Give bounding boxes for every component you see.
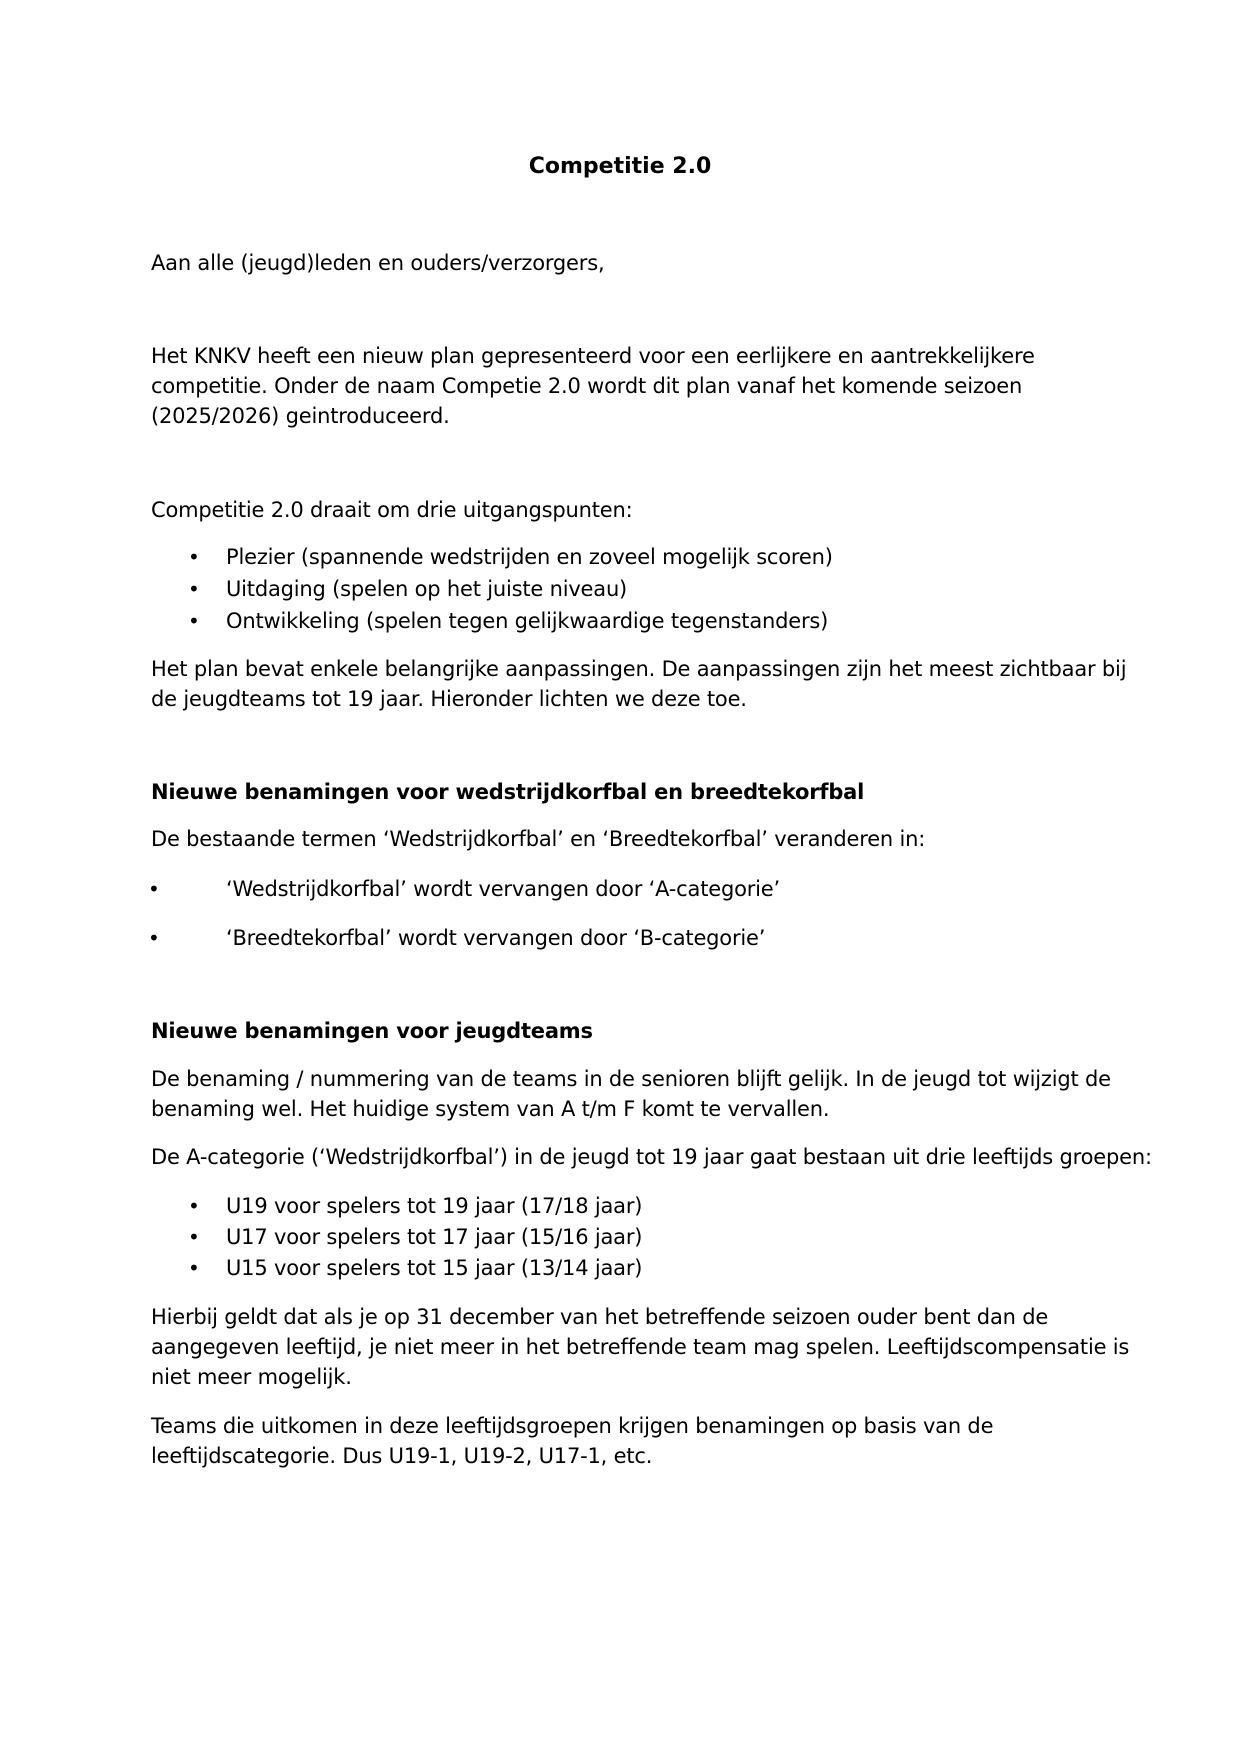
- category-item: ‘Wedstrijdkorfbal’ wordt vervangen door ‘A-categorie’: [226, 877, 780, 901]
- bullet-marker: •: [188, 545, 200, 569]
- intro-line-2: competitie. Onder de naam Competie 2.0 wordt dit plan vanaf het komende seizoen: [151, 374, 1023, 398]
- section1-intro: De bestaande termen ‘Wedstrijdkorfbal’ en ‘Breedtekorfbal’ veranderen in:: [151, 827, 926, 851]
- section2-para2: De A-categorie (‘Wedstrijdkorfbal’) in de jeugd tot 19 jaar gaat bestaan uit drie leeftijds groepen:: [151, 1145, 1152, 1169]
- greeting: Aan alle (jeugd)leden en ouders/verzorgers,: [151, 251, 605, 275]
- principle-item: Uitdaging (spelen op het juiste niveau): [226, 577, 628, 601]
- bullet-marker: •: [188, 1256, 200, 1280]
- intro-line-1: Het KNKV heeft een nieuw plan gepresenteerd voor een eerlijkere en aantrekkelijkere: [151, 344, 1035, 368]
- section2-heading: Nieuwe benamingen voor jeugdteams: [151, 1019, 593, 1043]
- section1-heading: Nieuwe benamingen voor wedstrijdkorfbal en breedtekorfbal: [151, 780, 865, 804]
- bullet-marker: •: [188, 609, 200, 633]
- age-group-item: U19 voor spelers tot 19 jaar (17/18 jaar): [226, 1194, 643, 1218]
- section2-para4-line-1: Teams die uitkomen in deze leeftijdsgroepen krijgen benamingen op basis van de: [151, 1414, 994, 1438]
- age-group-item: U15 voor spelers tot 15 jaar (13/14 jaar): [226, 1256, 643, 1280]
- changes-line-1: Het plan bevat enkele belangrijke aanpassingen. De aanpassingen zijn het meest zichtbaar bij: [151, 657, 1127, 681]
- changes-line-2: de jeugdteams tot 19 jaar. Hieronder lichten we deze toe.: [151, 687, 747, 711]
- category-item: ‘Breedtekorfbal’ wordt vervangen door ‘B-categorie’: [226, 926, 766, 950]
- principle-item: Ontwikkeling (spelen tegen gelijkwaardige tegenstanders): [226, 609, 829, 633]
- bullet-marker: •: [188, 577, 200, 601]
- section2-para3-line-2: aangegeven leeftijd, je niet meer in het betreffende team mag spelen. Leeftijdscompensatie is: [151, 1335, 1130, 1359]
- section2-para3-line-3: niet meer mogelijk.: [151, 1365, 352, 1389]
- section2-para1-line-1: De benaming / nummering van de teams in de senioren blijft gelijk. In de jeugd tot wijzigt de: [151, 1067, 1111, 1091]
- age-group-item: U17 voor spelers tot 17 jaar (15/16 jaar): [226, 1225, 643, 1249]
- principles-intro: Competitie 2.0 draait om drie uitgangspunten:: [151, 498, 633, 522]
- bullet-marker: •: [148, 877, 160, 901]
- bullet-marker: •: [188, 1194, 200, 1218]
- bullet-marker: •: [188, 1225, 200, 1249]
- principle-item: Plezier (spannende wedstrijden en zoveel mogelijk scoren): [226, 545, 833, 569]
- bullet-marker: •: [148, 926, 160, 950]
- section2-para1-line-2: benaming wel. Het huidige system van A t/m F komt te vervallen.: [151, 1097, 830, 1121]
- section2-para3-line-1: Hierbij geldt dat als je op 31 december van het betreffende seizoen ouder bent dan de: [151, 1305, 1049, 1329]
- intro-line-3: (2025/2026) geintroduceerd.: [151, 404, 450, 428]
- page-title: Competitie 2.0: [528, 154, 712, 179]
- section2-para4-line-2: leeftijdscategorie. Dus U19-1, U19-2, U17-1, etc.: [151, 1444, 653, 1468]
